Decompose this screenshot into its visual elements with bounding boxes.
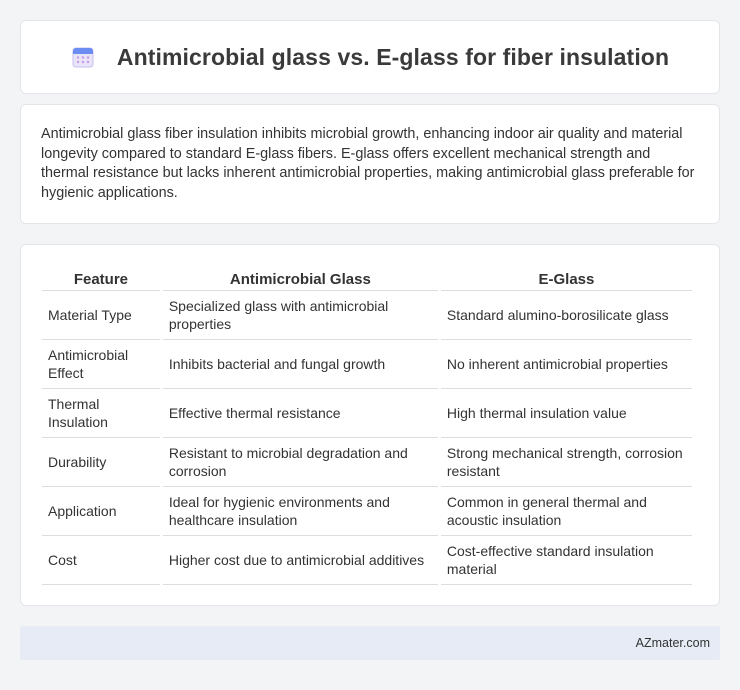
comparison-table: [39, 265, 695, 585]
table-row: [42, 438, 692, 487]
title-card: [20, 20, 720, 94]
column-header: Antimicrobial Glass: [163, 265, 438, 291]
column-header: Feature: [42, 265, 160, 291]
table-row: [42, 536, 692, 585]
eglass-cell: Common in general thermal and acoustic insulation: [441, 487, 692, 536]
feature-cell: Cost: [42, 536, 160, 585]
antimicrobial-cell: Higher cost due to antimicrobial additives: [163, 536, 438, 585]
feature-cell: Antimicrobial Effect: [42, 340, 160, 389]
eglass-cell: Standard alumino-borosilicate glass: [441, 291, 692, 340]
page-title: Antimicrobial glass vs. E-glass for fiber insulation: [116, 43, 670, 70]
antimicrobial-cell: Resistant to microbial degradation and corrosion: [163, 438, 438, 487]
eglass-cell: High thermal insulation value: [441, 389, 692, 438]
eglass-cell: No inherent antimicrobial properties: [441, 340, 692, 389]
summary-card: [20, 104, 720, 224]
feature-cell: Thermal Insulation: [42, 389, 160, 438]
antimicrobial-cell: Ideal for hygienic environments and healthcare insulation: [163, 487, 438, 536]
table-row: [42, 340, 692, 389]
summary-text: Antimicrobial glass fiber insulation inhibits microbial growth, enhancing indoor air quality and material longevity compared to standard E-glass fibers. E-glass offers excellent mechanical strength and thermal resistance but lacks inherent antimicrobial properties, making antimicrobial glass preferable for hygienic applications.: [41, 126, 695, 201]
antimicrobial-cell: Effective thermal resistance: [163, 389, 438, 438]
feature-cell: Material Type: [42, 291, 160, 340]
antimicrobial-cell: Specialized glass with antimicrobial properties: [163, 291, 438, 340]
table-row: [42, 389, 692, 438]
table-header-row: [42, 265, 692, 291]
footer-brand: AZmater.com: [635, 636, 710, 650]
eglass-cell: Strong mechanical strength, corrosion resistant: [441, 438, 692, 487]
calendar-icon: [71, 45, 95, 69]
eglass-cell: Cost-effective standard insulation material: [441, 536, 692, 585]
comparison-card: [20, 244, 720, 606]
feature-cell: Application: [42, 487, 160, 536]
table-row: [42, 487, 692, 536]
antimicrobial-cell: Inhibits bacterial and fungal growth: [163, 340, 438, 389]
footer-bar: [20, 626, 720, 660]
table-row: [42, 291, 692, 340]
column-header: E-Glass: [441, 265, 692, 291]
feature-cell: Durability: [42, 438, 160, 487]
